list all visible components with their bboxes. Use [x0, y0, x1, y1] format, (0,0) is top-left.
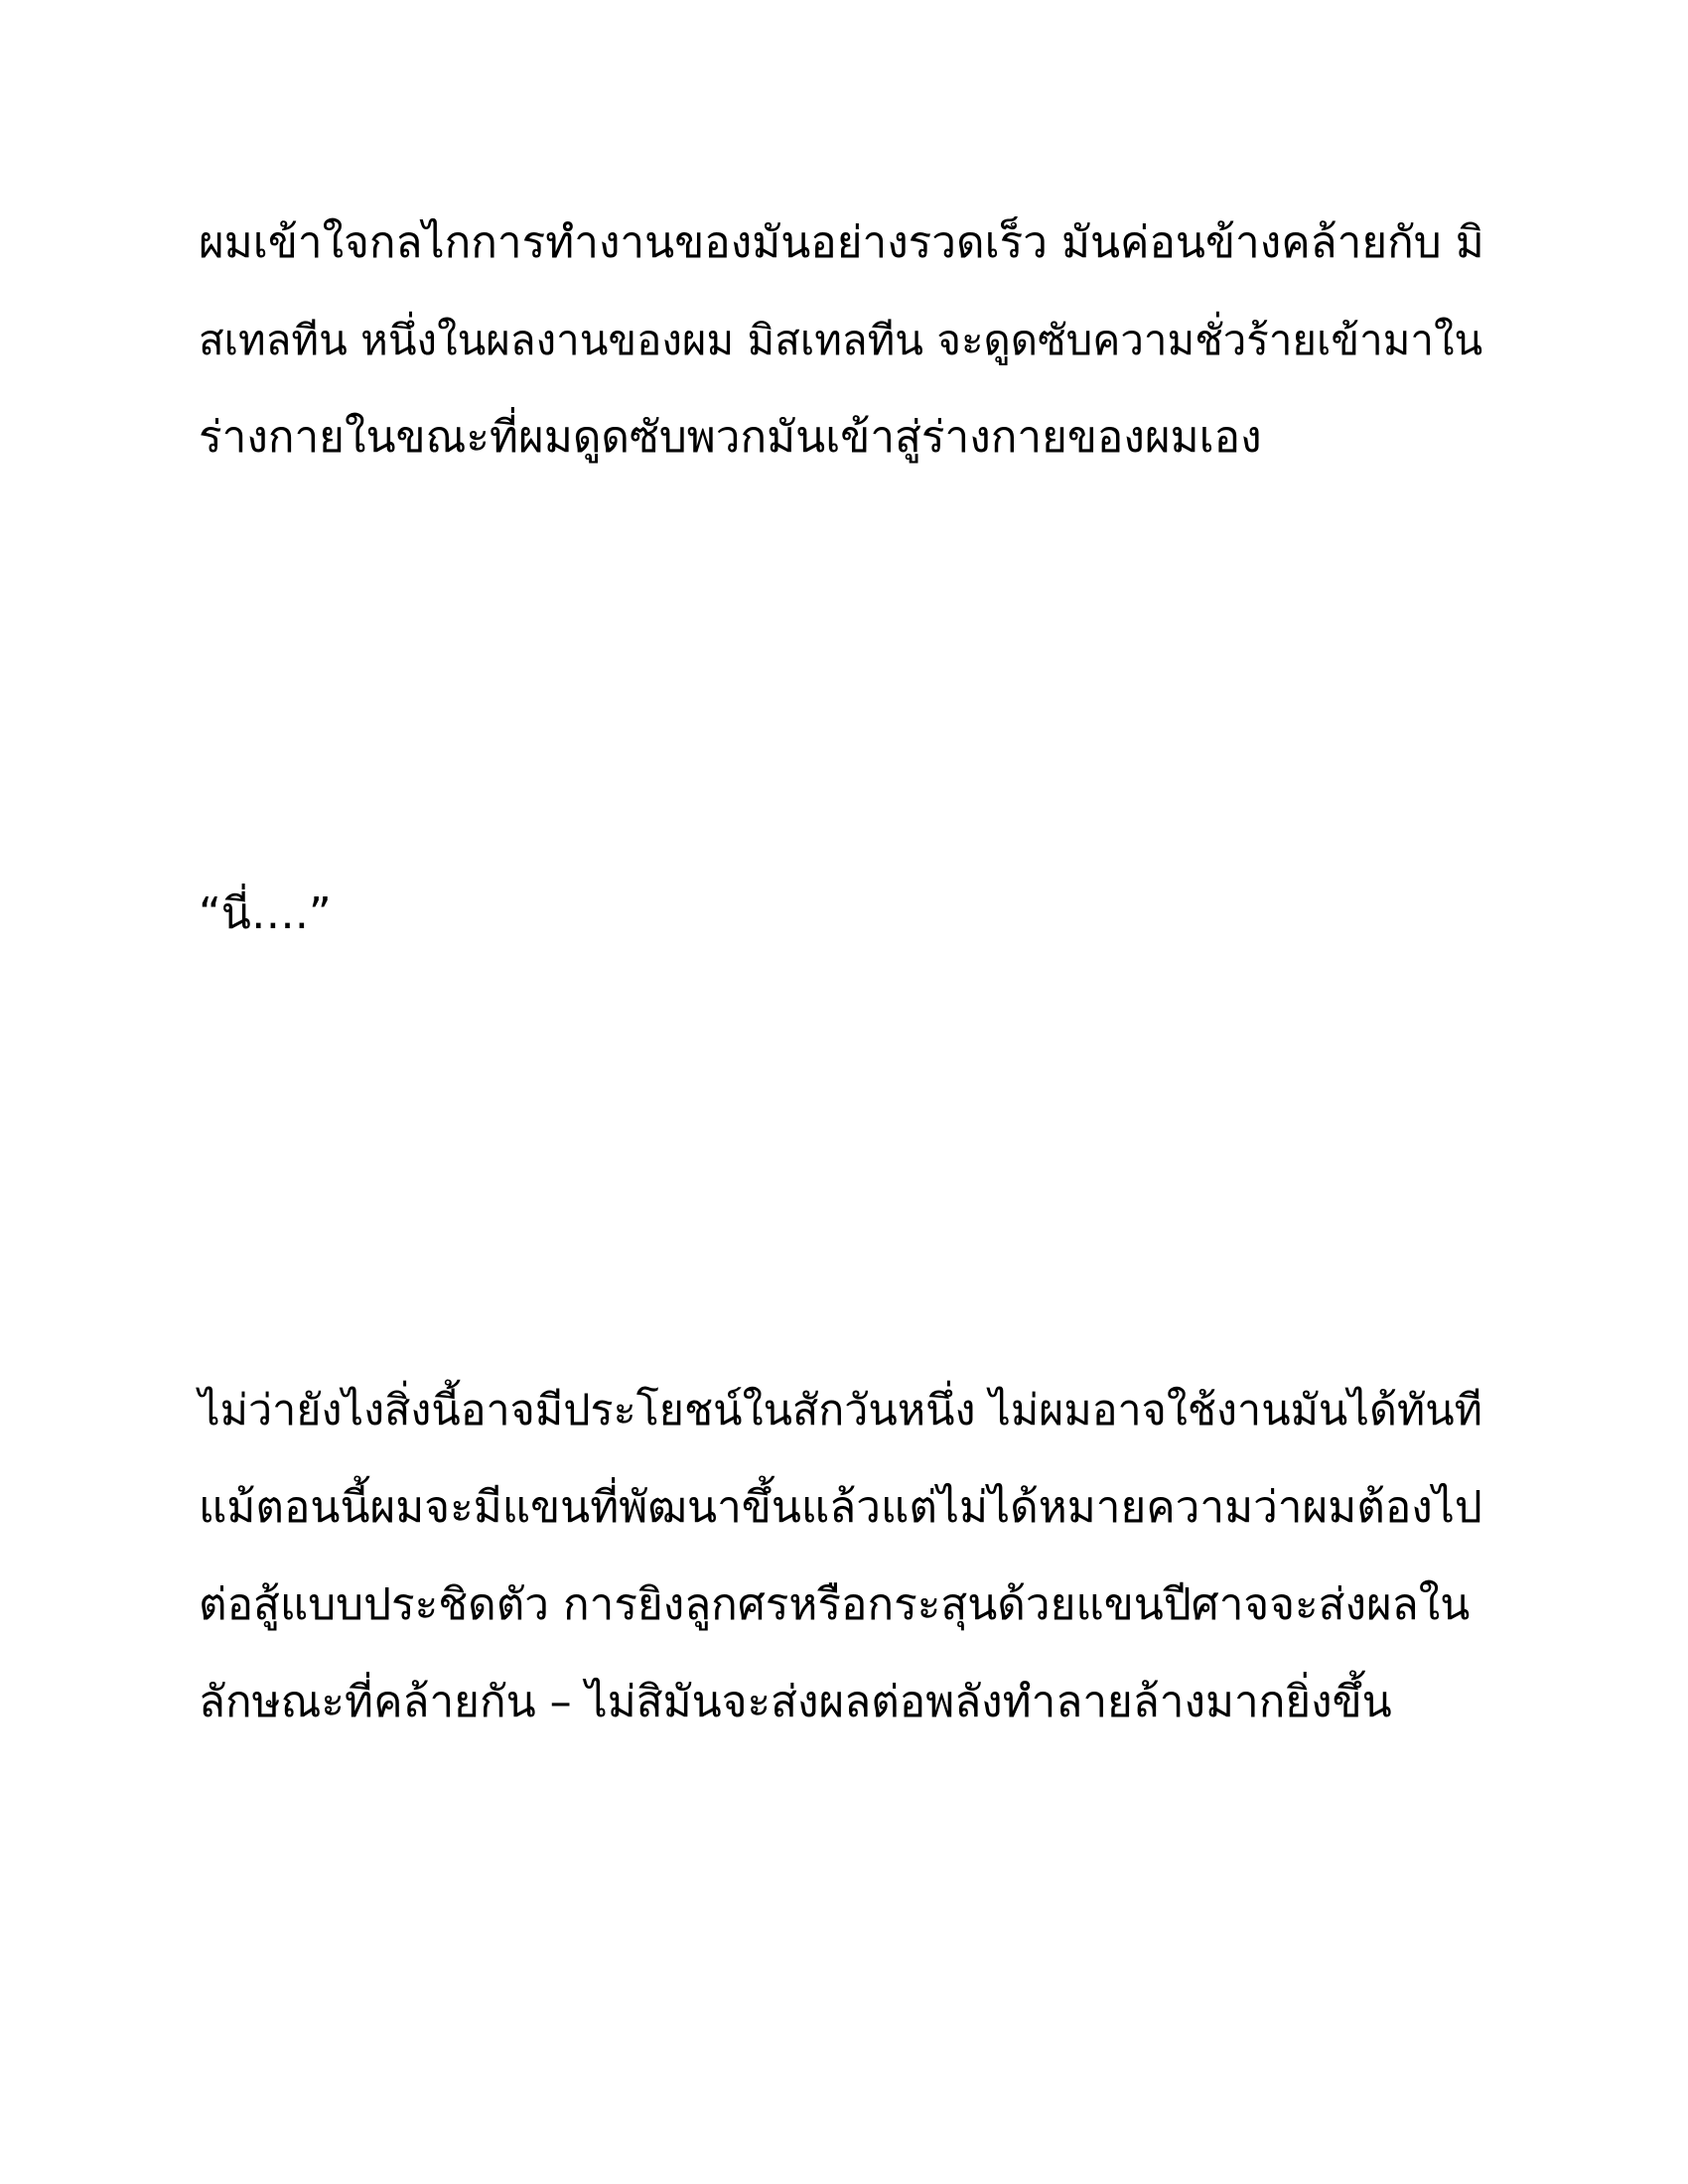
paragraph-1: [199, 195, 1509, 486]
paragraph-line: ผมเข้าใจกลไกการทำงานของมันอย่างรวดเร็ว มันค่อนข้างคล้ายกับ มิ: [199, 217, 1484, 268]
paragraph-2: [199, 866, 1509, 963]
paragraph-line: ต่อสู้แบบประชิดตัว การยิงลูกศรหรือกระสุนด้วยแขนปีศาจจะส่งผลใน: [199, 1579, 1471, 1630]
paragraph-line: ร่างกายในขณะที่ผมดูดซับพวกมันเข้าสู่ร่างกายของผมเอง: [199, 412, 1262, 463]
paragraph-line: ไม่ว่ายังไงสิ่งนี้อาจมีประโยชน์ในสักวันหนึ่ง ไม่ผมอาจใช้งานมันได้ทันที: [199, 1386, 1482, 1435]
paragraph-line: ลักษณะที่คล้ายกัน – ไม่สิมันจะส่งผลต่อพลังทำลายล้างมากยิ่งขึ้น: [199, 1677, 1392, 1727]
paragraph-line: “นี่….”: [199, 888, 332, 939]
paragraph-line: สเทลทีน หนึ่งในผลงานของผม มิสเทลทีน จะดูดซับความชั่วร้ายเข้ามาใน: [199, 316, 1483, 364]
paragraph-line: แม้ตอนนี้ผมจะมีแขนที่พัฒนาขึ้นแล้วแต่ไม่ได้หมายความว่าผมต้องไป: [199, 1482, 1482, 1533]
paragraph-3: [199, 1362, 1509, 1751]
